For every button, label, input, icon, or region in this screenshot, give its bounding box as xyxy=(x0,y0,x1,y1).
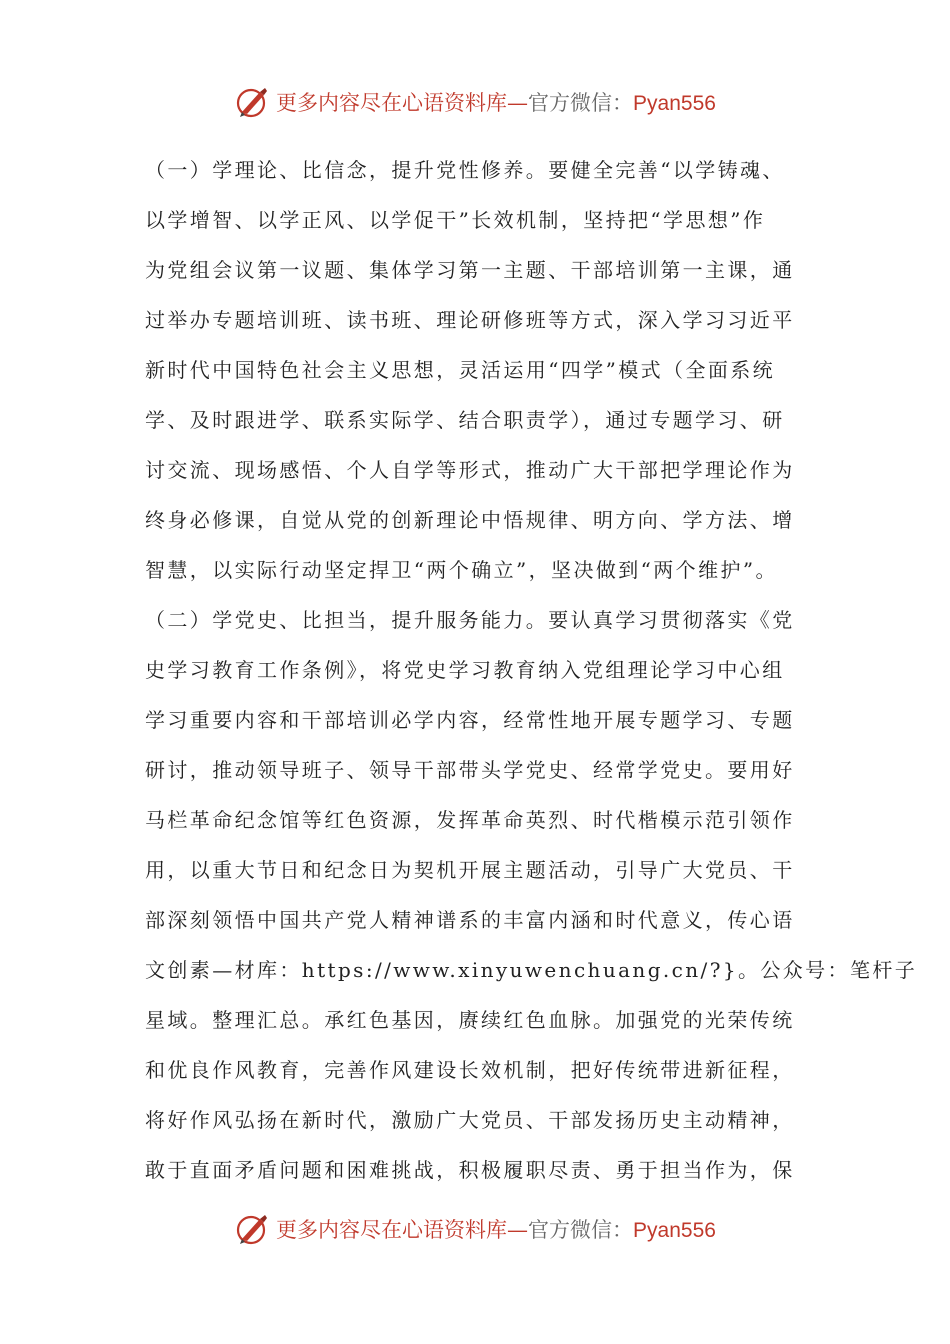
footer-banner xyxy=(0,1209,950,1249)
pen-logo-icon xyxy=(234,1211,270,1247)
header-separator: — xyxy=(507,91,529,115)
footer-brand-text: 更多内容尽在心语资料库 xyxy=(276,1218,508,1242)
body-text-line: 学、及时跟进学、联系实际学、结合职责学），通过专题学习、研 xyxy=(145,408,785,432)
body-text-line: 和优良作风教育，完善作风建设长效机制，把好传统带进新征程， xyxy=(145,1058,795,1082)
footer-wechat-id: Pyan556 xyxy=(633,1219,716,1242)
header-banner xyxy=(0,82,950,122)
body-text-line: 将好作风弘扬在新时代，激励广大党员、干部发扬历史主动精神， xyxy=(145,1108,795,1132)
body-text-line: 终身必修课，自觉从党的创新理论中悟规律、明方向、学方法、增 xyxy=(145,508,795,532)
body-text-line: （一）学理论、比信念，提升党性修养。要健全完善“以学铸魂、 xyxy=(145,158,785,182)
footer-wechat-label: 官方微信： xyxy=(528,1218,634,1242)
body-text-line: 文创素—材库：https://www.xinyuwenchuang.cn/?}。公众号：笔杆子 xyxy=(145,958,918,982)
body-text-line: 研讨，推动领导班子、领导干部带头学党史、经常学党史。要用好 xyxy=(145,758,795,782)
document-body xyxy=(145,150,918,1200)
body-text-line: 敢于直面矛盾问题和困难挑战，积极履职尽责、勇于担当作为，保 xyxy=(145,1158,795,1182)
header-wechat-label: 官方微信： xyxy=(528,91,634,115)
body-text-line: 星域。整理汇总。承红色基因，赓续红色血脉。加强党的光荣传统 xyxy=(145,1008,795,1032)
footer-separator: — xyxy=(507,1218,529,1242)
header-brand-text: 更多内容尽在心语资料库 xyxy=(276,91,508,115)
body-text-line: 学习重要内容和干部培训必学内容，经常性地开展专题学习、专题 xyxy=(145,708,795,732)
body-text-line: 马栏革命纪念馆等红色资源，发挥革命英烈、时代楷模示范引领作 xyxy=(145,808,795,832)
body-text-line: 过举办专题培训班、读书班、理论研修班等方式，深入学习习近平 xyxy=(145,308,795,332)
body-text-line: 新时代中国特色社会主义思想，灵活运用“四学”模式（全面系统 xyxy=(145,358,776,382)
body-text-line: （二）学党史、比担当，提升服务能力。要认真学习贯彻落实《党 xyxy=(145,608,795,632)
header-wechat-id: Pyan556 xyxy=(633,92,716,115)
body-text-line: 讨交流、现场感悟、个人自学等形式，推动广大干部把学理论作为 xyxy=(145,458,795,482)
header-banner-text xyxy=(276,87,716,117)
footer-banner-text xyxy=(276,1214,716,1244)
body-text-line: 史学习教育工作条例》，将党史学习教育纳入党组理论学习中心组 xyxy=(145,658,785,682)
pen-logo-icon xyxy=(234,84,270,120)
body-text-line: 部深刻领悟中国共产党人精神谱系的丰富内涵和时代意义，传心语 xyxy=(145,908,795,932)
body-text-line: 用，以重大节日和纪念日为契机开展主题活动，引导广大党员、干 xyxy=(145,858,795,882)
body-text-line: 以学增智、以学正风、以学促干”长效机制，坚持把“学思想”作 xyxy=(145,208,766,232)
body-text-line: 智慧，以实际行动坚定捍卫“两个确立”，坚决做到“两个维护”。 xyxy=(145,558,778,582)
body-text-line: 为党组会议第一议题、集体学习第一主题、干部培训第一主课，通 xyxy=(145,258,795,282)
